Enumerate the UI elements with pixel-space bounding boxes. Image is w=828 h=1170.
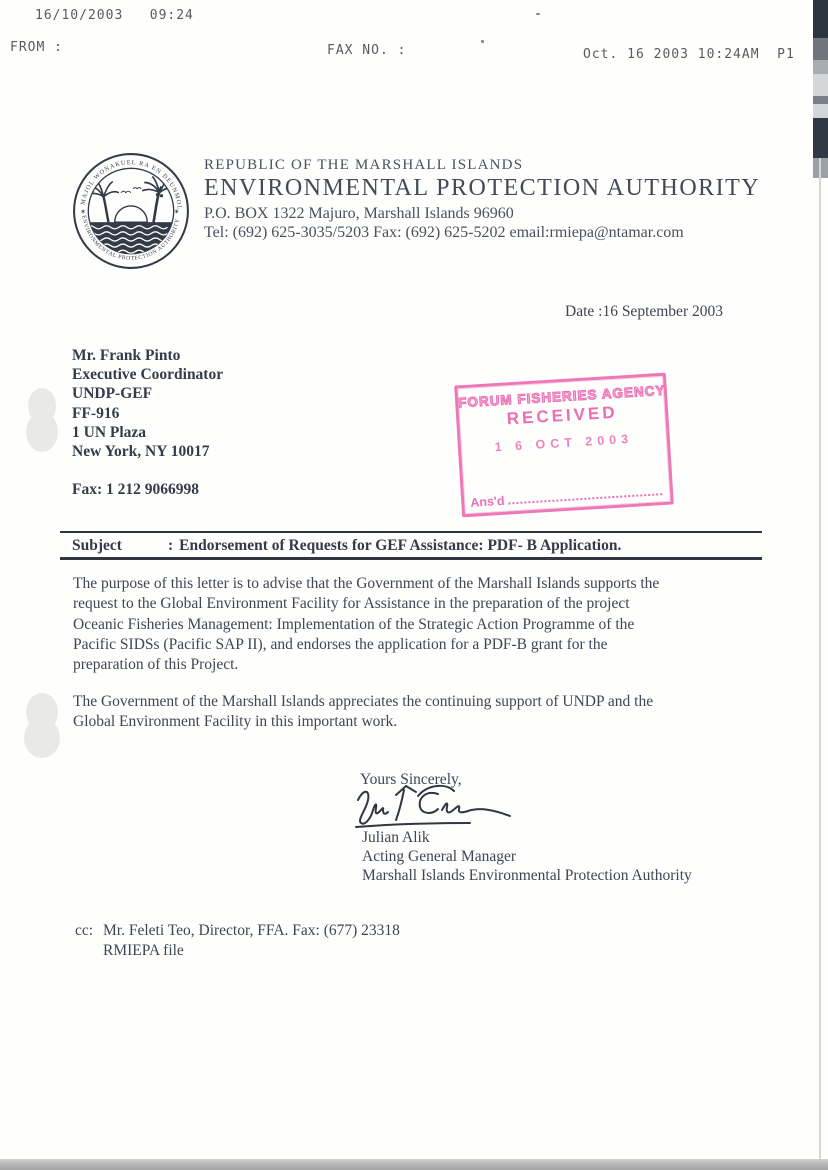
subject-rule-top — [60, 531, 762, 533]
fax-no-label: FAX NO. : — [327, 43, 407, 58]
letterhead-contact: Tel: (692) 625-3035/5203 Fax: (692) 625-5202 email:rmiepa@ntamar.com — [204, 224, 684, 241]
fax-from-label: FROM : — [10, 40, 63, 55]
cc-block — [75, 921, 400, 961]
signer-org: Marshall Islands Environmental Protection Authority — [362, 867, 692, 884]
cc-line2: RMIEPA file — [103, 942, 184, 959]
fax-datetime: 16/10/2003 09:24 — [35, 8, 194, 23]
recipient-title: Executive Coordinator — [72, 366, 224, 384]
cc-line1: Mr. Feleti Teo, Director, FFA. Fax: (677) 23318 — [103, 922, 400, 939]
seal-bottom-arc-text: ENVIRONMENTAL PROTECTION AUTHORITY — [80, 215, 182, 262]
subject-text: Endorsement of Requests for GEF Assistance: PDF- B Application. — [179, 537, 622, 554]
fax-rx-line: Oct. 16 2003 10:24AM P1 — [583, 47, 795, 62]
letterhead-org-name: ENVIRONMENTAL PROTECTION AUTHORITY — [204, 175, 761, 201]
signer-title: Acting General Manager — [362, 848, 517, 865]
stamp-date: 1 6 OCT 2003 — [494, 431, 634, 455]
cc-label: cc: — [75, 922, 94, 939]
seal-birds — [121, 188, 141, 193]
recipient-fax: Fax: 1 212 9066998 — [72, 481, 200, 499]
scan-speck — [481, 40, 484, 43]
para1-line1: The purpose of this letter is to advise that the Government of the Marshall Islands supports the — [73, 575, 660, 592]
stamp-dotted-line — [509, 493, 663, 504]
epa-seal-logo — [70, 150, 192, 272]
hole-punch-mark — [26, 412, 58, 452]
recipient-room: FF-916 — [72, 404, 120, 422]
hole-punch-mark — [24, 718, 60, 758]
scan-speck — [536, 13, 540, 15]
letterhead-address: P.O. BOX 1322 Majuro, Marshall Islands 96960 — [204, 205, 514, 222]
seal-top-arc-text: MAJOL WONAKUEL RA EN DEUNMOL — [79, 159, 183, 211]
signature-icon — [348, 782, 518, 834]
seal-icon — [70, 150, 192, 272]
recipient-address-block — [72, 346, 223, 499]
para2-line1: The Government of the Marshall Islands appreciates the continuing support of UNDP and the — [73, 693, 654, 710]
stamp-received-text: RECEIVED — [506, 402, 619, 429]
para1-line5: preparation of this Project. — [73, 656, 239, 674]
scan-edge-line — [819, 158, 821, 1162]
para1-line4: Pacific SIDSs (Pacific SAP II), and endorses the application for a PDF-B grant for the — [73, 635, 608, 653]
subject-row — [72, 537, 760, 555]
para1-line2: request to the Global Environment Facility for Assistance in the preparation of the project — [73, 595, 630, 613]
body-paragraph-1 — [73, 574, 773, 675]
para2-line2: Global Environment Facility in this important work. — [73, 713, 398, 731]
received-stamp — [454, 373, 674, 518]
letter-date: Date :16 September 2003 — [565, 303, 723, 320]
signer-name: Julian Alik — [362, 829, 430, 846]
scan-bottom-band — [0, 1159, 828, 1170]
letterhead — [204, 157, 760, 242]
recipient-name: Mr. Frank Pinto — [72, 347, 181, 364]
stamp-ansd-label: Ans'd — [469, 493, 505, 510]
body-paragraph-2 — [73, 692, 773, 733]
subject-rule-bottom — [60, 557, 762, 560]
stamp-agency-name: FORUM FISHERIES AGENCY — [457, 382, 666, 411]
recipient-city: New York, NY 10017 — [72, 443, 210, 461]
seal-sun — [115, 206, 148, 222]
valediction: Yours Sincerely, — [360, 771, 462, 788]
letterhead-country: REPUBLIC OF THE MARSHALL ISLANDS — [204, 157, 524, 173]
signer-block — [362, 828, 692, 885]
recipient-org: UNDP-GEF — [72, 385, 153, 403]
subject-separator: : — [168, 537, 174, 554]
seal-star-left: ✶ — [80, 208, 87, 217]
recipient-street: 1 UN Plaza — [72, 423, 147, 441]
stamp-ansd-row — [470, 484, 664, 510]
para1-line3: Oceanic Fisheries Management: Implementation of the Strategic Action Programme of the — [73, 615, 635, 633]
seal-star-right: ✶ — [173, 208, 180, 217]
subject-label: Subject — [72, 537, 122, 554]
